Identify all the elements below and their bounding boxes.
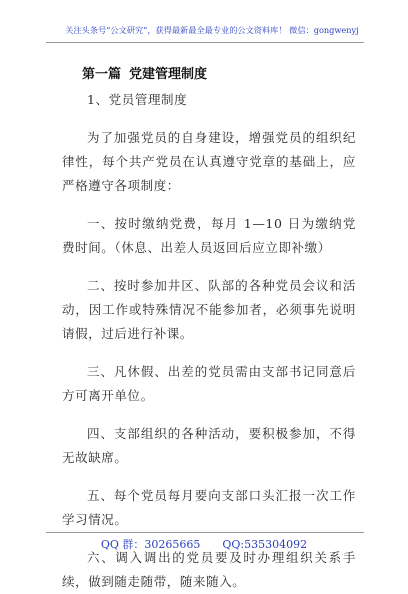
section-heading: 1、党员管理制度 — [87, 92, 188, 107]
rule-paragraph-5: 五、每个党员每月要向支部口头汇报一次工作学习情况。 — [62, 488, 356, 527]
qq-group: QQ 群：30265665 — [100, 538, 201, 551]
intro-paragraph: 为了加强党员的自身建设，增强党员的组织纪律性，每个共产党员在认真遵守党章的基础上，应严格遵守各项制度： — [62, 130, 356, 193]
document-title — [82, 63, 207, 82]
rule-paragraph-3: 三、凡休假、出差的党员需由支部书记同意后方可离开单位。 — [62, 364, 356, 403]
title-main: 党建管理制度 — [129, 67, 208, 82]
rule-paragraph-4: 四、支部组织的各种活动，要积极参加，不得无故缺席。 — [62, 426, 356, 465]
rule-paragraph-2: 二、按时参加井区、队部的各种党员会议和活动，因工作或特殊情况不能参加者，必须事先说明请假，过后进行补课。 — [62, 278, 356, 341]
rule-paragraph-6: 六、调入调出的党员要及时办理组织关系手续，做到随走随带，随来随入。 — [62, 550, 356, 589]
promo-header: 关注头条号“公文研究”，获得最新最全最专业的公文资料库！ 微信：gongwenyj — [65, 25, 359, 35]
contact-footer — [0, 536, 408, 552]
document-body — [62, 88, 356, 594]
rule-paragraph-1: 一、按时缴纳党费，每月 1—10 日为缴纳党费时间。（休息、出差人员返回后应立即补缴） — [62, 216, 356, 255]
title-part: 第一篇 — [82, 67, 122, 82]
footer-divider — [46, 532, 364, 533]
header-divider — [46, 42, 364, 43]
qq-number: QQ:535304092 — [222, 538, 308, 551]
